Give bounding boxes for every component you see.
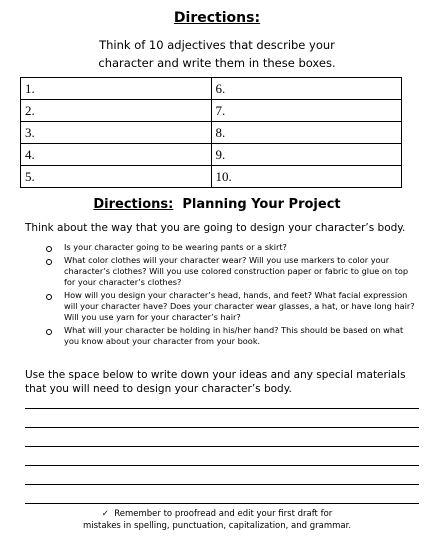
writing-line[interactable] xyxy=(25,427,419,428)
question-text: What color clothes will your character wear? Will you use markers to color your character’s clothes? Will you use colored construction paper or fabric to glue on top for your character’s clothes? xyxy=(64,255,409,287)
proofread-reminder xyxy=(0,508,434,532)
adjective-box-8[interactable]: 8. xyxy=(211,122,402,144)
planning-title-rest: Planning Your Project xyxy=(182,197,341,212)
writing-line[interactable] xyxy=(25,484,419,485)
adjective-table xyxy=(20,77,402,188)
adjective-box-9[interactable]: 9. xyxy=(211,144,402,166)
intro-line-1: Think of 10 adjectives that describe your xyxy=(99,38,335,52)
adjective-box-4[interactable]: 4. xyxy=(21,144,212,166)
reminder-text-1: Remember to proofread and edit your first draft for xyxy=(114,509,333,519)
reminder-line-1 xyxy=(0,508,434,520)
planning-title-prefix: Directions: xyxy=(93,197,174,212)
question-text: What will your character be holding in his/her hand? This should be based on what you know about your character from your book. xyxy=(64,325,404,346)
adjective-box-1[interactable]: 1. xyxy=(21,78,212,100)
question-text: How will you design your character’s head, hands, and feet? What facial expression will your character have? Does your character wear glasses, a hat, or have long hair? Will you use yarn for your character’s hair? xyxy=(64,290,415,322)
adjective-box-3[interactable]: 3. xyxy=(21,122,212,144)
writing-line[interactable] xyxy=(25,503,419,504)
bullet-icon xyxy=(46,246,52,252)
intro-line-2: character and write them in these boxes. xyxy=(98,56,336,70)
planning-paragraph: Think about the way that you are going to design your character’s body. xyxy=(25,222,406,234)
list-item xyxy=(40,242,418,253)
writing-line[interactable] xyxy=(25,408,419,409)
space-instructions: Use the space below to write down your ideas and any special materials that you will need to design your character’s body. xyxy=(25,369,406,395)
list-item xyxy=(40,255,418,288)
writing-line[interactable] xyxy=(25,446,419,447)
writing-line[interactable] xyxy=(25,465,419,466)
question-text: Is your character going to be wearing pants or a skirt? xyxy=(64,242,287,252)
planning-title xyxy=(0,197,434,212)
adjective-box-10[interactable]: 10. xyxy=(211,166,402,188)
adjective-box-5[interactable]: 5. xyxy=(21,166,212,188)
adjective-box-6[interactable]: 6. xyxy=(211,78,402,100)
adjective-box-2[interactable]: 2. xyxy=(21,100,212,122)
list-item xyxy=(40,325,418,347)
directions-intro xyxy=(0,36,434,72)
directions-title: Directions: xyxy=(173,10,261,26)
bullet-icon xyxy=(46,259,52,265)
checkmark-icon: ✓ xyxy=(101,509,109,519)
bullet-icon xyxy=(46,294,52,300)
list-item xyxy=(40,290,418,323)
bullet-icon xyxy=(46,329,52,335)
reminder-line-2: mistakes in spelling, punctuation, capitalization, and grammar. xyxy=(82,521,352,531)
adjective-box-7[interactable]: 7. xyxy=(211,100,402,122)
question-list xyxy=(40,242,418,349)
